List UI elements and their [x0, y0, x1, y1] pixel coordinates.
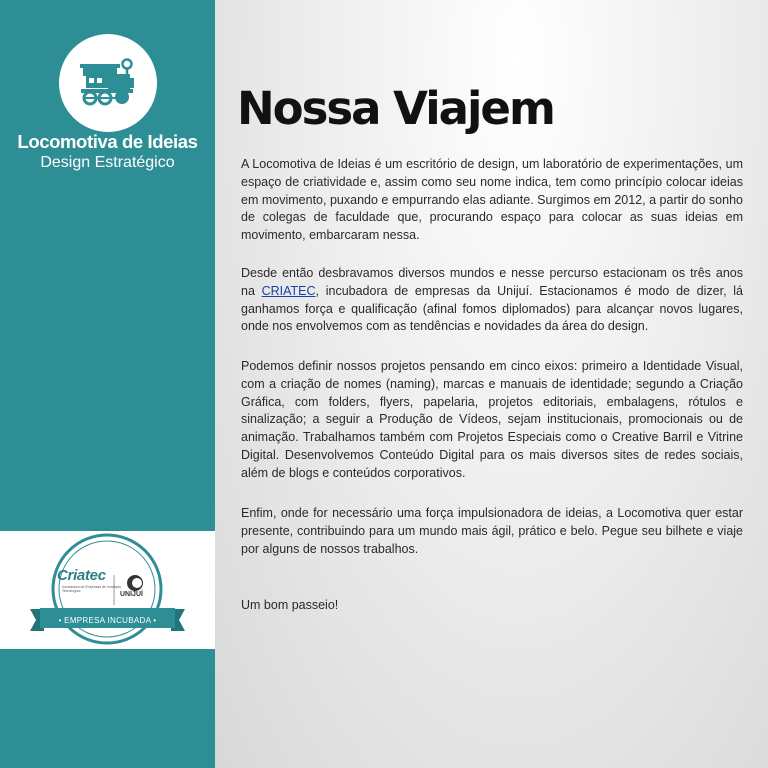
unijui-logo: UNIJUÍ [120, 591, 143, 598]
criatec-link[interactable]: CRIATEC [261, 283, 316, 298]
criatec-logo: Criatec [57, 567, 106, 584]
paragraph-closing: Enfim, onde for necessário uma força impulsionadora de ideias, a Locomotiva quer estar presente, contribuindo para um mundo mais ágil, prático e belo. Pegue seu bilhete e viaje por alguns de nossos trabalhos. [241, 506, 743, 556]
paragraph-history-start: Desde então desbravamos diversos mundos e nesse percurso estacionam os três anos na [241, 266, 743, 298]
paragraph-intro: A Locomotiva de Ideias é um escritório de design, um laboratório de experimentações, um espaço de criatividade e, assim como seu nome indica, tem como princípio colocar ideias em movimento, puxando e empurrando elas adiante. Surgimos em 2012, a partir do sonho de colegas de faculdade que, procurando espaço para colocar as suas ideias em movimento, embarcaram nessa. [241, 157, 743, 243]
criatec-subtitle: Incubadora de Empresas de Inovação Tecnológica [62, 585, 122, 593]
paragraph-history [241, 265, 743, 336]
brand-name: Locomotiva de Ideias [17, 131, 198, 152]
paragraph-projects: Podemos definir nossos projetos pensando em cinco eixos: primeiro a Identidade Visual, com a criação de nomes (naming), marcas e manuais de identidade; segundo a Criação Gráfica, com folders, flyers, papelaria, projetos editoriais, embalagens, rótulos e sinalização; a seguir a Produção de Vídeos, sejam institucionais, promocionais ou de animação. Trabalhamos também com Projetos Especiais como o Creative Barril e Vitrine Digital. Desenvolvemos Conteúdo Digital para os mais diversos sites de redes sociais, além de blogs e conteúdos corporativos. [241, 359, 743, 480]
badge-ribbon-label: • EMPRESA INCUBADA • [58, 616, 157, 625]
farewell-text: Um bom passeio! [241, 598, 339, 612]
brand-tagline: Design Estratégico [40, 154, 175, 171]
locomotive-icon [59, 34, 157, 132]
paragraph-history-end: , incubadora de empresas da Unijuí. Estacionamos é modo de dizer, lá ganhamos força e qualificação (afinal fomos diplomados) para alcançar novos lugares, onde nos envolvemos com as tendências e novidades da área do design. [241, 283, 743, 334]
page-title: Nossa Viajem [237, 82, 554, 135]
